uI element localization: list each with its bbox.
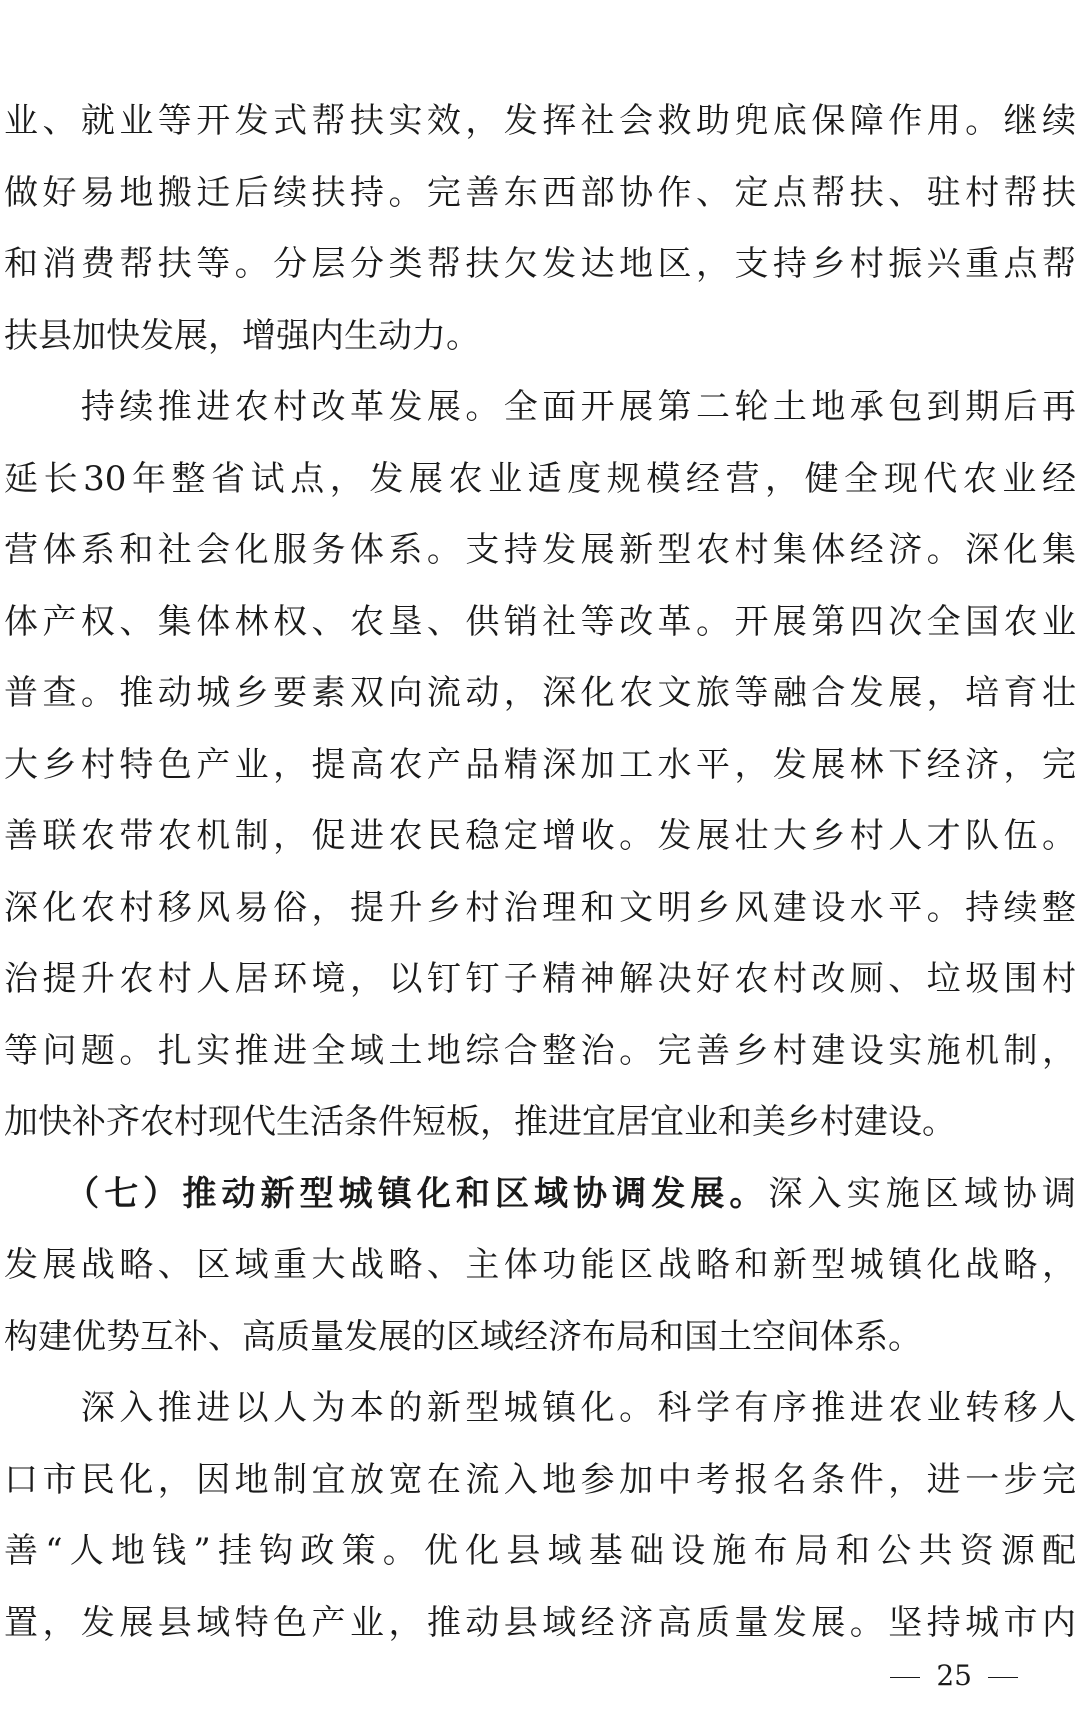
text-line: [4, 730, 1076, 802]
line-text: 普查。推动城乡要素双向流动，深化农文旅等融合发展，培育壮: [4, 673, 1076, 713]
line-text: 持续推进农村改革发展。全面开展第二轮土地承包到期后再: [4, 387, 1076, 427]
line-text: 口市民化，因地制宜放宽在流入地参加中考报名条件，进一步完: [4, 1459, 1076, 1500]
line-text: 构建优势互补、高质量发展的区域经济布局和国土空间体系。: [4, 1316, 922, 1357]
text-line: [4, 1159, 1076, 1231]
text-line: [4, 86, 1076, 158]
line-text: 善联农带农机制，促进农民稳定增收。发展壮大乡村人才队伍。: [4, 816, 1076, 856]
line-text: 营体系和社会化服务体系。支持发展新型农村集体经济。深化集: [4, 530, 1076, 570]
page-number: 25: [936, 1659, 972, 1692]
text-line: [4, 1302, 1076, 1374]
line-text: 延长30年整省试点，发展农业适度规模经营，健全现代农业经: [4, 458, 1076, 499]
line-text: 善“人地钱”挂钩政策。优化县域基础设施布局和公共资源配: [4, 1531, 1076, 1571]
line-text: 业、就业等开发式帮扶实效，发挥社会救助兜底保障作用。继续: [4, 101, 1076, 141]
page-footer: [0, 1656, 1080, 1696]
line-text: 深入推进以人为本的新型城镇化。科学有序推进农业转移人: [4, 1388, 1076, 1428]
line-text: 深入实施区域协调: [768, 1173, 1076, 1214]
line-text: 深化农村移风易俗，提升乡村治理和文明乡风建设水平。持续整: [4, 887, 1076, 928]
text-line: [4, 301, 1076, 373]
text-line: [4, 229, 1076, 301]
document-body: [4, 86, 1076, 1659]
line-text: 和消费帮扶等。分层分类帮扶欠发达地区，支持乡村振兴重点帮: [4, 244, 1076, 284]
text-line: [4, 1087, 1076, 1159]
text-line: [4, 873, 1076, 945]
line-text: 发展战略、区域重大战略、主体功能区战略和新型城镇化战略，: [4, 1245, 1076, 1285]
footer-dash-right: [988, 1677, 1018, 1679]
text-line: [4, 1016, 1076, 1088]
text-line: [4, 515, 1076, 587]
text-line: [4, 1516, 1076, 1588]
text-line: [4, 1230, 1076, 1302]
text-line: [4, 158, 1076, 230]
line-text: 体产权、集体林权、农垦、供销社等改革。开展第四次全国农业: [4, 601, 1076, 642]
text-line: [4, 1588, 1076, 1660]
section-heading: （七）推动新型城镇化和区域协调发展。: [4, 1173, 769, 1214]
text-line: [4, 444, 1076, 516]
line-text: 等问题。扎实推进全域土地综合整治。完善乡村建设实施机制，: [4, 1030, 1076, 1071]
line-text: 加快补齐农村现代生活条件短板，推进宜居宜业和美乡村建设。: [4, 1102, 956, 1142]
footer-dash-left: [890, 1677, 920, 1679]
line-text: 置，发展县域特色产业，推动县域经济高质量发展。坚持城市内: [4, 1602, 1076, 1643]
text-line: [4, 801, 1076, 873]
line-text: 做好易地搬迁后续扶持。完善东西部协作、定点帮扶、驻村帮扶: [4, 172, 1076, 213]
text-line: [4, 1445, 1076, 1517]
line-text: 治提升农村人居环境，以钉钉子精神解决好农村改厕、垃圾围村: [4, 959, 1076, 999]
text-line: [4, 587, 1076, 659]
text-line: [4, 944, 1076, 1016]
line-text: 扶县加快发展，增强内生动力。: [4, 315, 480, 356]
line-text: 大乡村特色产业，提高农产品精深加工水平，发展林下经济，完: [4, 744, 1076, 785]
text-line: [4, 372, 1076, 444]
text-line: [4, 1373, 1076, 1445]
text-line: [4, 658, 1076, 730]
